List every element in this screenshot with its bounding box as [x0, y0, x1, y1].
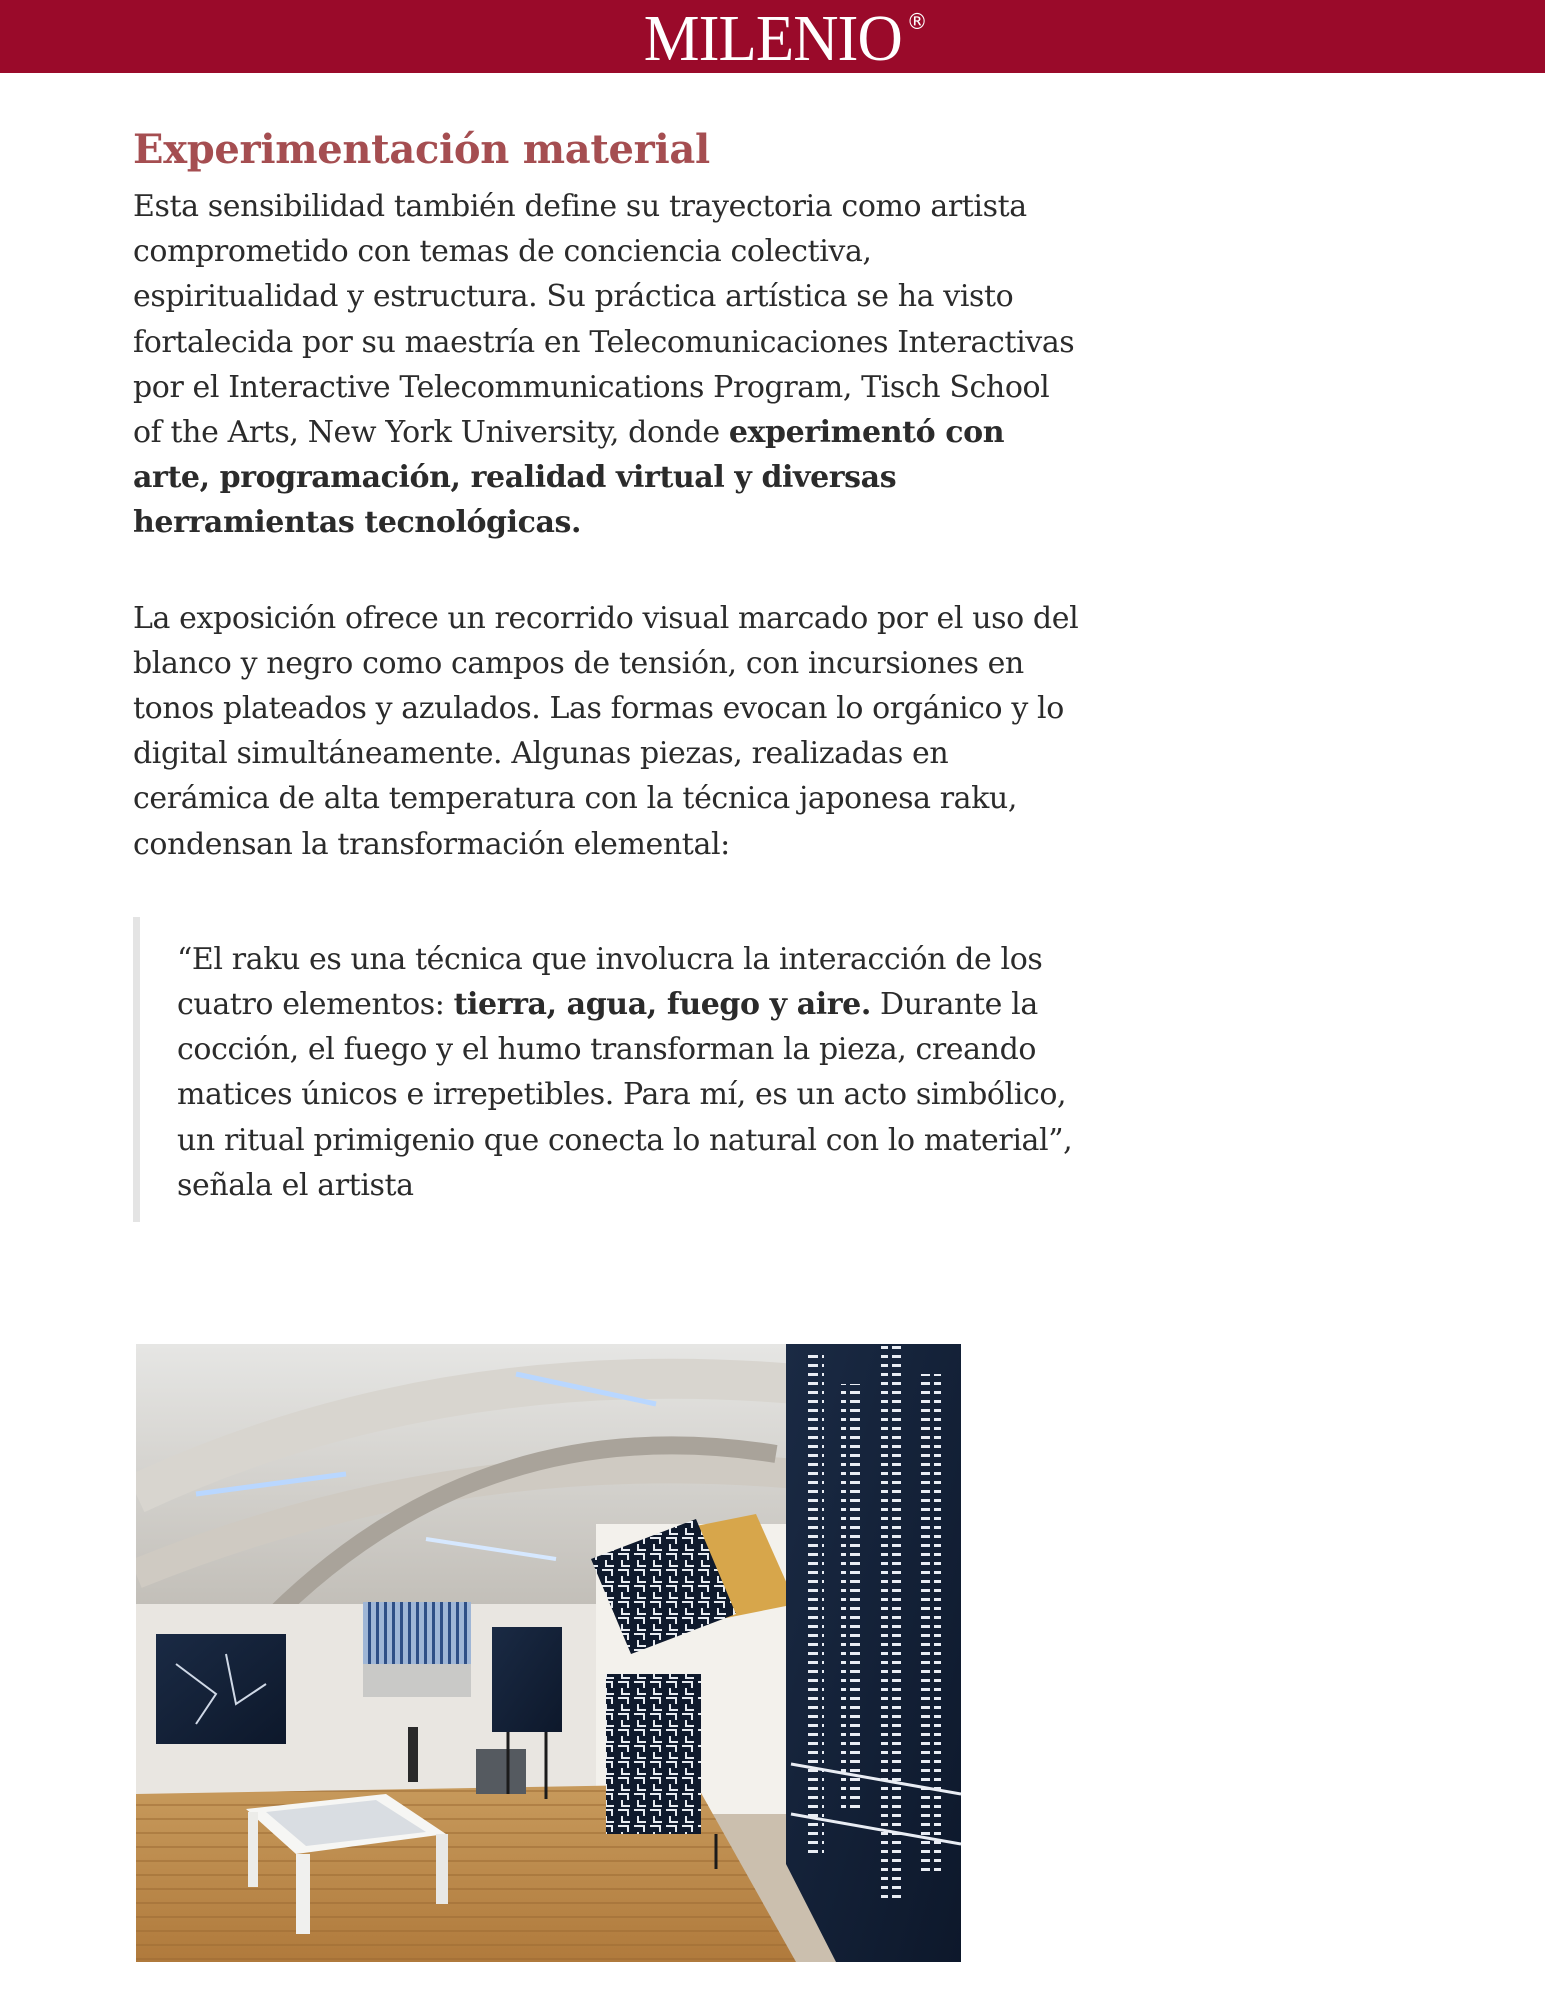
paragraph-1-text: Esta sensibilidad también define su trayectoria como artista comprometido con temas de conciencia colectiva, espiritualidad y estructura. Su práctica artística se ha visto fortalecida por su maestría en Telecomunicaciones Interactivas por el Interactive Telecommunications Program, Tisch School of the Arts, New York University, donde: [133, 189, 1075, 451]
logo-text: MILENIO: [643, 1, 902, 75]
gallery-photo-illustration: [136, 1344, 961, 1962]
artist-quote: [133, 917, 1083, 1222]
quote-text-before: “El raku es una técnica que involucra la interacción de los cuatro elementos:: [177, 941, 1043, 1023]
paragraph-1: [133, 184, 1083, 546]
gallery-photo[interactable]: [136, 1344, 961, 1962]
quote-bold: tierra, agua, fuego y aire.: [453, 987, 871, 1023]
article-body: [133, 120, 1083, 1222]
quote-text-after: Durante la cocción, el fuego y el humo transforman la pieza, creando matices únicos e irrepetibles. Para mí, es un acto simbólico, un ritual primigenio que conecta lo natural con lo material”, señala el artista: [177, 987, 1073, 1203]
masthead: [0, 0, 1545, 73]
section-heading: Experimentación material: [133, 126, 710, 173]
milenio-logo[interactable]: [643, 1, 927, 75]
paragraph-2: La exposición ofrece un recorrido visual marcado por el uso del blanco y negro como campos de tensión, con incursiones en tonos plateados y azulados. Las formas evocan lo orgánico y lo digital simultáneamente. Algunas piezas, realizadas en cerámica de alta temperatura con la técnica japonesa raku, condensan la transformación elemental:: [133, 600, 1079, 862]
registered-mark: ®: [906, 9, 927, 35]
paragraph-1-bold: experimentó con arte, programación, realidad virtual y diversas herramientas tecnológicas.: [133, 415, 1005, 541]
